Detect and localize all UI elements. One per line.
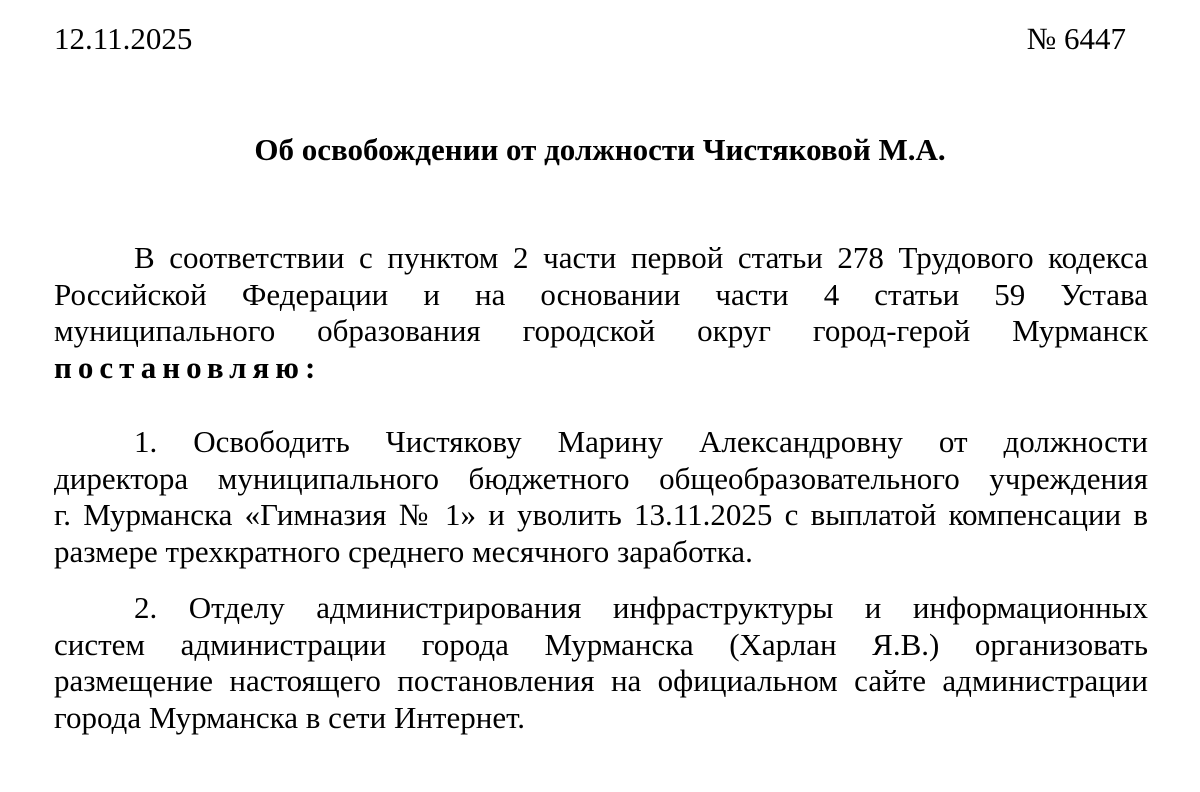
- item-line: систем администрации города Мурманска (Харлан Я.В.) организовать: [54, 626, 1148, 662]
- item-paragraph-2: [54, 590, 1148, 736]
- item-line: 1. Освободить Чистякову Марину Александровну от должности: [134, 424, 1148, 459]
- item-paragraph-1: [54, 424, 1148, 570]
- preamble-paragraph: [54, 240, 1148, 386]
- item-line: размере трехкратного среднего месячного заработка.: [54, 533, 753, 569]
- decree-word: постановляю:: [54, 349, 322, 385]
- preamble-line: муниципального образования городской округ город-герой Мурманск: [54, 313, 1148, 348]
- item-line: г. Мурманска «Гимназия № 1» и уволить 13.11.2025 с выплатой компенсации в: [54, 497, 1148, 532]
- item-line: размещение настоящего постановления на официальном сайте администрации: [54, 663, 1148, 698]
- document-title: Об освобождении от должности Чистяковой М.А.: [254, 132, 946, 167]
- preamble-line: В соответствии с пунктом 2 части первой статьи 278 Трудового кодекса: [134, 240, 1148, 275]
- item-line: города Мурманска в сети Интернет.: [54, 699, 526, 735]
- preamble-line: Российской Федерации и на основании части 4 статьи 59 Устава: [54, 276, 1148, 312]
- document-number: № 6447: [1026, 21, 1126, 56]
- document-date: 12.11.2025: [54, 21, 193, 56]
- item-line: 2. Отделу администрирования инфраструктуры и информационных: [134, 590, 1148, 625]
- item-line: директора муниципального бюджетного общеобразовательного учреждения: [54, 460, 1148, 496]
